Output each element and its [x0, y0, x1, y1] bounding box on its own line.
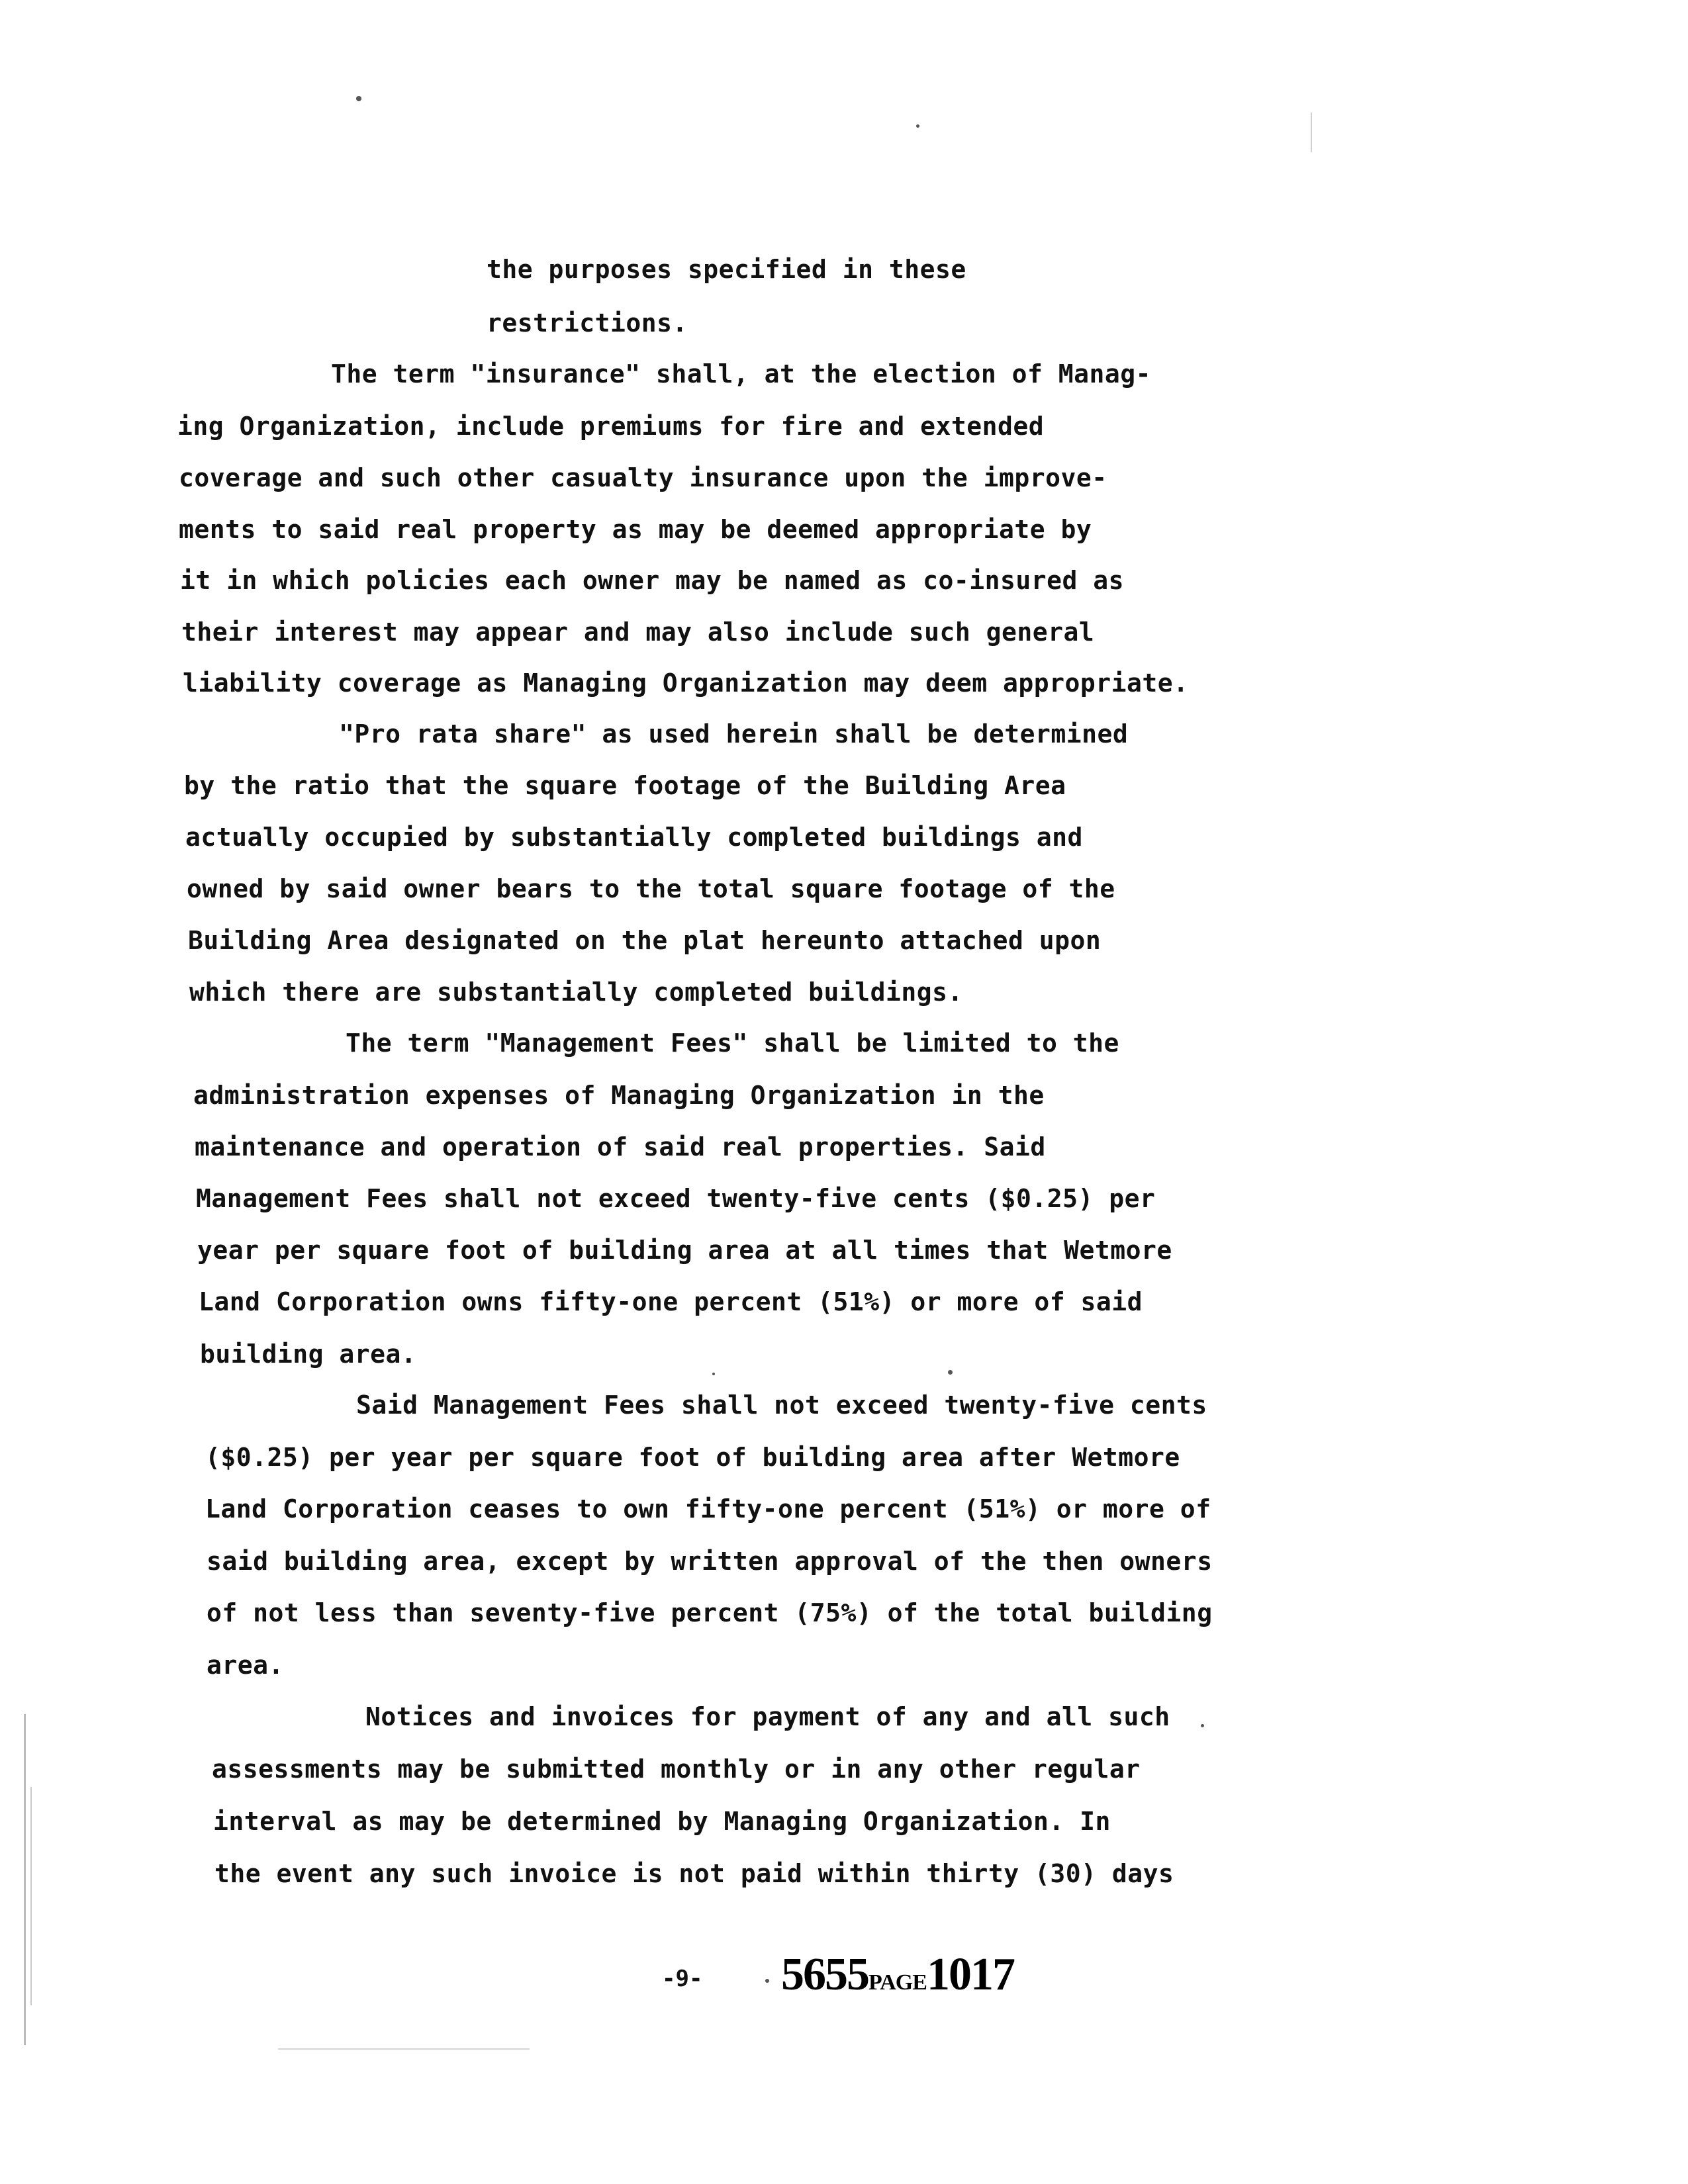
- text-line: assessments may be submitted monthly or in any other regular: [212, 1754, 1141, 1784]
- text-line: restrictions.: [487, 308, 688, 338]
- text-line: of not less than seventy-five percent (75%) of the total building: [207, 1598, 1213, 1627]
- text-line: "Pro rata share" as used herein shall be determined: [339, 719, 1129, 749]
- text-line: ($0.25) per year per square foot of building area after Wetmore: [205, 1443, 1180, 1472]
- scan-speck: [712, 1373, 715, 1375]
- text-line: Building Area designated on the plat hereunto attached upon: [188, 926, 1102, 955]
- scan-speck: [356, 96, 361, 101]
- page-label: PAGE: [868, 1970, 927, 1995]
- page-reference: 1017: [926, 1949, 1014, 2000]
- text-line: actually occupied by substantially completed buildings and: [185, 823, 1083, 852]
- text-line: administration expenses of Managing Organization in the: [193, 1081, 1045, 1110]
- text-line: said building area, except by written approval of the then owners: [207, 1547, 1213, 1576]
- text-line: Notices and invoices for payment of any and all such: [365, 1702, 1170, 1731]
- text-line: Land Corporation owns fifty-one percent (51%) or more of said: [199, 1287, 1143, 1316]
- text-line: by the ratio that the square footage of the Building Area: [184, 771, 1066, 800]
- text-line: maintenance and operation of said real properties. Said: [195, 1132, 1046, 1161]
- text-line: the purposes specified in these: [487, 255, 966, 284]
- text-line: area.: [207, 1651, 284, 1680]
- page-number: -9-: [662, 1966, 703, 1992]
- scan-speck: [948, 1370, 953, 1375]
- text-line: it in which policies each owner may be named as co-insured as: [180, 566, 1125, 595]
- scan-margin-line: [1311, 113, 1312, 152]
- text-line: which there are substantially completed buildings.: [189, 978, 963, 1007]
- recording-stamp: [781, 1948, 1014, 2001]
- scan-margin-line: [278, 2048, 530, 2050]
- scan-speck: [916, 124, 919, 128]
- text-line: coverage and such other casualty insurance upon the improve-: [179, 463, 1107, 492]
- text-line: liability coverage as Managing Organization may deem appropriate.: [183, 668, 1189, 698]
- text-line: year per square foot of building area at all times that Wetmore: [197, 1236, 1172, 1265]
- text-line: ing Organization, include premiums for fire and extended: [177, 412, 1045, 441]
- scan-margin-line: [24, 1714, 26, 2045]
- text-line: owned by said owner bears to the total square footage of the: [187, 874, 1115, 903]
- text-line: Management Fees shall not exceed twenty-five cents ($0.25) per: [196, 1184, 1156, 1213]
- text-line: interval as may be determined by Managing Organization. In: [213, 1807, 1111, 1836]
- text-line: The term "insurance" shall, at the election of Manag-: [331, 359, 1152, 388]
- scan-margin-line: [30, 1787, 32, 2005]
- text-line: Said Management Fees shall not exceed twenty-five cents: [356, 1390, 1207, 1420]
- book-number: 5655: [781, 1949, 868, 2000]
- scan-speck: [1201, 1724, 1204, 1727]
- text-line: building area.: [200, 1340, 417, 1369]
- text-line: the event any such invoice is not paid within thirty (30) days: [214, 1859, 1174, 1888]
- text-line: Land Corporation ceases to own fifty-one percent (51%) or more of: [205, 1494, 1211, 1524]
- scan-speck: [765, 1979, 769, 1983]
- text-line: their interest may appear and may also include such general: [181, 617, 1095, 647]
- text-line: ments to said real property as may be deemed appropriate by: [179, 515, 1092, 544]
- text-line: The term "Management Fees" shall be limited to the: [346, 1028, 1119, 1058]
